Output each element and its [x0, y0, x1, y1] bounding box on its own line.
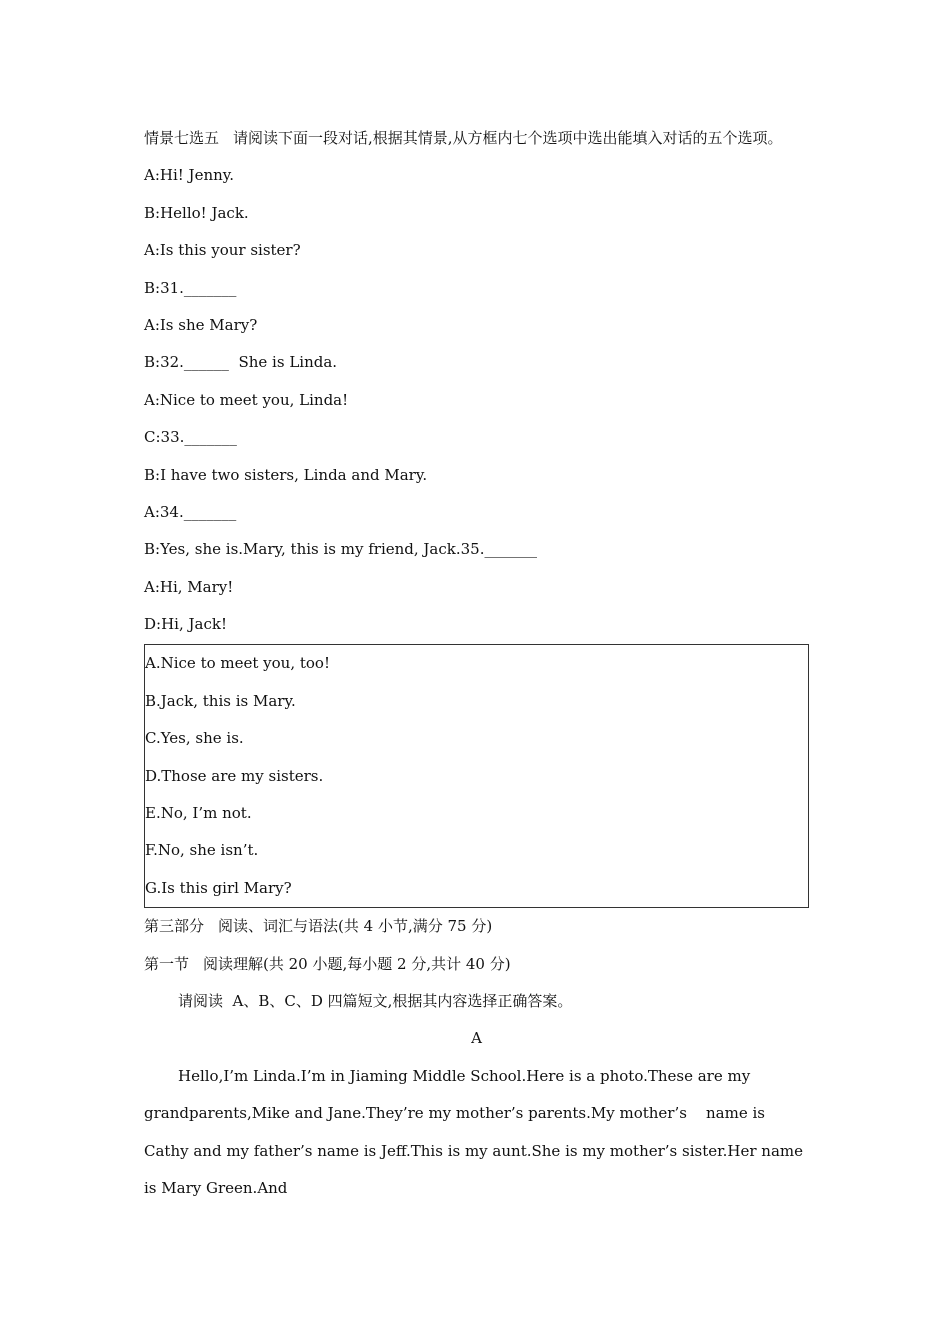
dialogue-line: B:31._______ — [144, 278, 237, 297]
option-item: A.Nice to meet you, too! — [145, 654, 330, 673]
dialogue-line: B:I have two sisters, Linda and Mary. — [144, 465, 428, 484]
dialogue-line: A:Hi, Mary! — [144, 577, 234, 596]
dialogue-line: A:Is this your sister? — [144, 241, 301, 260]
document-page — [144, 120, 809, 1207]
dialogue-line: A:Hi! Jenny. — [144, 166, 235, 185]
task-instructions: 请阅读下面一段对话,根据其情景,从方框内七个选项中选出能填入对话的五个选项。 — [233, 129, 783, 147]
dialogue-line: D:Hi, Jack! — [144, 615, 227, 634]
task-label: 情景七选五 — [144, 129, 220, 147]
option-item: G.Is this girl Mary? — [145, 878, 292, 897]
dialogue-line: B:Yes, she is.Mary, this is my friend, Jack.35._______ — [144, 540, 537, 559]
task-intro — [144, 120, 809, 157]
passage-text: Hello,I’m Linda.I’m in Jiaming Middle School.Here is a photo.These are my grandparents,Mike and Jane.They’re my mother’s parents.My mother’s name is Cathy and my father’s name is Jeff.This is my aunt.She is my mother’s sister.Her name is Mary Green.And — [144, 1066, 808, 1197]
option-item: E.No, I’m not. — [145, 804, 252, 823]
dialogue-line: B:32.______ She is Linda. — [144, 353, 338, 372]
part-description: 阅读、词汇与语法(共 4 小节,满分 75 分) — [218, 917, 493, 936]
section-heading — [144, 946, 809, 983]
option-item: F.No, she isn’t. — [145, 841, 259, 860]
dialogue-line: A:34._______ — [144, 502, 237, 521]
option-item: B.Jack, this is Mary. — [145, 691, 296, 710]
dialogue-line: B:Hello! Jack. — [144, 203, 249, 222]
dialogue-line: C:33._______ — [144, 428, 237, 447]
dialogue-line: A:Nice to meet you, Linda! — [144, 390, 349, 409]
option-item: C.Yes, she is. — [145, 729, 244, 748]
section-description: 阅读理解(共 20 小题,每小题 2 分,共计 40 分) — [203, 954, 511, 973]
dialogue — [144, 157, 809, 643]
options-box — [144, 644, 809, 908]
passage-heading: A — [471, 1029, 482, 1048]
dialogue-line: A:Is she Mary? — [144, 315, 258, 334]
part-label: 第三部分 — [144, 917, 205, 936]
option-item: D.Those are my sisters. — [145, 766, 324, 785]
section-label: 第一节 — [144, 954, 190, 973]
reading-instruction: 请阅读 A、B、C、D 四篇短文,根据其内容选择正确答案。 — [178, 992, 573, 1010]
part-heading — [144, 908, 809, 945]
